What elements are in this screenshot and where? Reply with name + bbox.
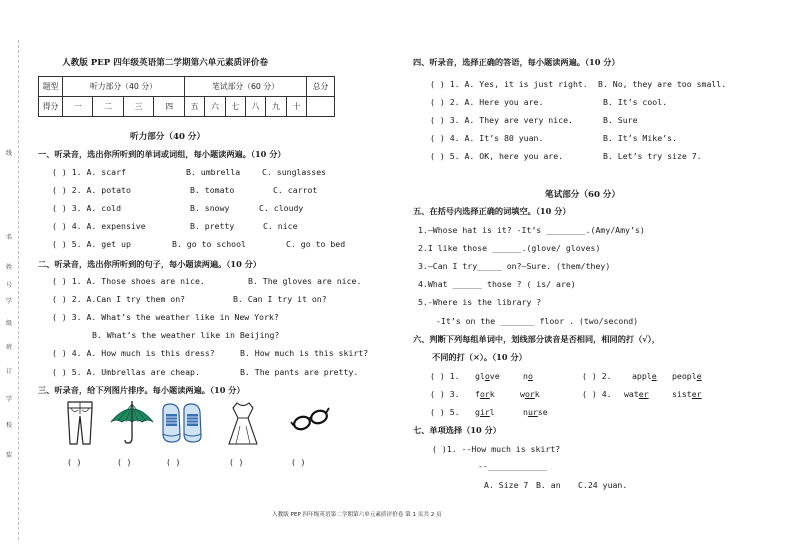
margin-char: 号 xyxy=(6,282,13,289)
s2-item-option-a: ( ) 1. A. Those shoes are nice. xyxy=(52,276,205,286)
section-3-heading: 三、听录音，给下列图片排序。每小题读两遍。（10 分） xyxy=(38,385,245,395)
score-cell: 五 xyxy=(184,97,204,117)
s6-word-1: water xyxy=(624,389,649,399)
margin-char: 学 xyxy=(6,396,13,403)
dress-picture xyxy=(226,400,260,448)
s6-item-number: ( ) 3. xyxy=(430,389,460,399)
s6-word-2: no xyxy=(523,371,533,381)
s2-item-option-b: B. The gloves are nice. xyxy=(248,276,362,286)
s5-question: 1.—Whose hat is it? -It’s ________.(Amy/Amy’s) xyxy=(418,225,645,235)
s1-item-option-c: C. sunglasses xyxy=(262,167,327,177)
s4-item-option-a: ( ) 5. A. OK, here you are. xyxy=(430,151,564,161)
s1-item-option-b: B. pretty xyxy=(190,221,235,231)
margin-char: 姓 xyxy=(6,264,13,271)
s1-item-option-a: ( ) 2. A. potato xyxy=(52,185,131,195)
s1-item-option-b: B. umbrella xyxy=(186,167,241,177)
s1-item-option-c: C. cloudy xyxy=(259,203,304,213)
margin-char: 名 xyxy=(6,234,13,241)
pants-picture xyxy=(60,398,100,448)
s4-item-option-b: B. Sure xyxy=(603,115,638,125)
s5-question: 5.-Where is the library ? xyxy=(418,297,542,307)
s2-item-option-a: ( ) 3. A. What’s the weather like in New York? xyxy=(52,312,279,322)
s6-item-number: ( ) 4. xyxy=(582,389,612,399)
score-table-header: 笔试部分（60 分） xyxy=(184,77,306,97)
section-4-heading: 四、听录音，选择正确的答语，每小题读两遍。（10 分） xyxy=(413,57,620,67)
s6-word-2: work xyxy=(520,389,540,399)
s6-word-1: girl xyxy=(475,407,495,417)
s1-item-option-c: C. go to bed xyxy=(286,239,346,249)
binding-line xyxy=(18,40,19,540)
s1-item-option-b: B. go to school xyxy=(172,239,246,249)
s1-item-option-a: ( ) 5. A. get up xyxy=(52,239,131,249)
listening-section-header: 听力部分（40 分） xyxy=(130,132,206,142)
picture-answer-blank[interactable]: ( ) xyxy=(67,458,82,467)
section-6-heading-continued: 不同的打（×）。（10 分） xyxy=(432,352,527,362)
score-cell: 六 xyxy=(205,97,225,117)
s1-item-option-b: B. tomato xyxy=(190,185,235,195)
s1-item-option-a: ( ) 4. A. expensive xyxy=(52,221,146,231)
score-table xyxy=(38,76,335,117)
score-cell: 八 xyxy=(245,97,265,117)
margin-char: 线 xyxy=(6,150,13,157)
section-2-heading: 二、听录音，选出你所听到的句子，每小题读两遍。（10 分） xyxy=(38,259,262,269)
s2-item-option-b: B. The pants are pretty. xyxy=(240,367,359,377)
s4-item-option-a: ( ) 1. A. Yes, it is just right. xyxy=(430,79,588,89)
s7-option-a: A. Size 7 xyxy=(484,480,529,490)
margin-char: 班 xyxy=(6,344,13,351)
page-footer: 人教版 PEP 四年级英语第二学期第六单元素质评价卷 第 1 页共 2 页 xyxy=(272,512,442,518)
section-1-heading: 一、听录音，选出你所听到的单词或词组，每小题读两遍。（10 分） xyxy=(38,149,286,159)
s2-item-option-b: B. How much is this skirt? xyxy=(240,348,369,358)
s5-question: 4.What ______ those ? ( is/ are) xyxy=(418,279,576,289)
s6-word-2: people xyxy=(672,371,702,381)
s5-question: 3.—Can I try_____ on?—Sure. (them/they) xyxy=(418,261,611,271)
s4-item-option-b: B. It’s cool. xyxy=(603,97,668,107)
s4-item-option-a: ( ) 4. A. It’s 80 yuan. xyxy=(430,133,544,143)
score-table-label: 得分 xyxy=(39,97,63,117)
section-7-heading: 七、单项选择（10 分） xyxy=(413,425,501,435)
score-cell: 一 xyxy=(63,97,93,117)
margin-char: 级 xyxy=(6,320,13,327)
s2-item-option-a: ( ) 2. A.Can I try them on? xyxy=(52,294,186,304)
score-cell: 三 xyxy=(123,97,153,117)
s6-word-2: nurse xyxy=(523,407,548,417)
s6-word-1: apple xyxy=(632,371,657,381)
score-cell: 四 xyxy=(154,97,185,117)
margin-char: 订 xyxy=(6,368,13,375)
s4-item-option-b: B. No, they are too small. xyxy=(598,79,727,89)
s2-item-option-a: ( ) 4. A. How much is this dress? xyxy=(52,348,215,358)
s4-item-option-a: ( ) 3. A. They are very nice. xyxy=(430,115,573,125)
score-table-header: 总分 xyxy=(307,77,335,97)
s7-answer-line: --____________ xyxy=(478,461,548,471)
s6-word-1: fork xyxy=(475,389,495,399)
margin-char: 学 xyxy=(6,298,13,305)
s1-item-option-b: B. snowy xyxy=(190,203,230,213)
s4-item-option-b: B. It’s Mike’s. xyxy=(603,133,677,143)
score-cell: 十 xyxy=(286,97,306,117)
s5-question: 2.I like those ______.(glove/ gloves) xyxy=(418,243,601,253)
s2-item-option-b: B. Can I try it on? xyxy=(233,294,327,304)
s1-item-option-a: ( ) 1. A. scarf xyxy=(52,167,126,177)
score-table-header: 听力部分（40 分） xyxy=(63,77,185,97)
sunglasses-picture xyxy=(290,406,330,434)
section-6-heading: 六、判断下列每组单词中，划线部分读音是否相同，相同的打（√）， xyxy=(413,334,660,344)
s6-word-1: glove xyxy=(475,371,500,381)
score-total-cell xyxy=(307,97,335,117)
picture-answer-blank[interactable]: ( ) xyxy=(166,458,181,467)
margin-char: 装 xyxy=(6,452,13,459)
picture-answer-blank[interactable]: ( ) xyxy=(229,458,244,467)
s6-word-2: sister xyxy=(672,389,702,399)
s1-item-option-a: ( ) 3. A. cold xyxy=(52,203,122,213)
s1-item-option-c: C. nice xyxy=(263,221,298,231)
s2-item-option-a: ( ) 5. A. Umbrellas are cheap. xyxy=(52,367,200,377)
page-title: 人教版 PEP 四年级英语第二学期第六单元素质评价卷 xyxy=(62,58,268,68)
score-cell: 七 xyxy=(225,97,245,117)
s6-item-number: ( ) 1. xyxy=(430,371,460,381)
s6-item-number: ( ) 2. xyxy=(582,371,612,381)
s4-item-option-b: B. Let’s try size 7. xyxy=(603,151,702,161)
s1-item-option-c: C. carrot xyxy=(273,185,318,195)
score-cell: 二 xyxy=(93,97,123,117)
picture-answer-blank[interactable]: ( ) xyxy=(291,458,306,467)
sneakers-picture xyxy=(160,402,206,446)
margin-char: 校 xyxy=(6,422,13,429)
writing-section-header: 笔试部分（60 分） xyxy=(545,190,621,200)
s7-option-c: C.24 yuan. xyxy=(578,480,628,490)
s7-option-b: B. an xyxy=(536,480,561,490)
s2-item-option-b: B. What’s the weather like in Beijing? xyxy=(92,330,280,340)
s7-question: ( )1. --How much is skirt? xyxy=(432,444,561,454)
score-table-header: 题型 xyxy=(39,77,63,97)
umbrella-picture xyxy=(108,398,156,446)
s6-item-number: ( ) 5. xyxy=(430,407,460,417)
s4-item-option-a: ( ) 2. A. Here you are. xyxy=(430,97,544,107)
s5-question: -It’s on the _______ floor . (two/second) xyxy=(436,316,639,326)
score-cell: 九 xyxy=(266,97,286,117)
section-5-heading: 五、在括号内选择正确的词填空。（10 分） xyxy=(413,206,571,216)
picture-answer-blank[interactable]: ( ) xyxy=(117,458,132,467)
